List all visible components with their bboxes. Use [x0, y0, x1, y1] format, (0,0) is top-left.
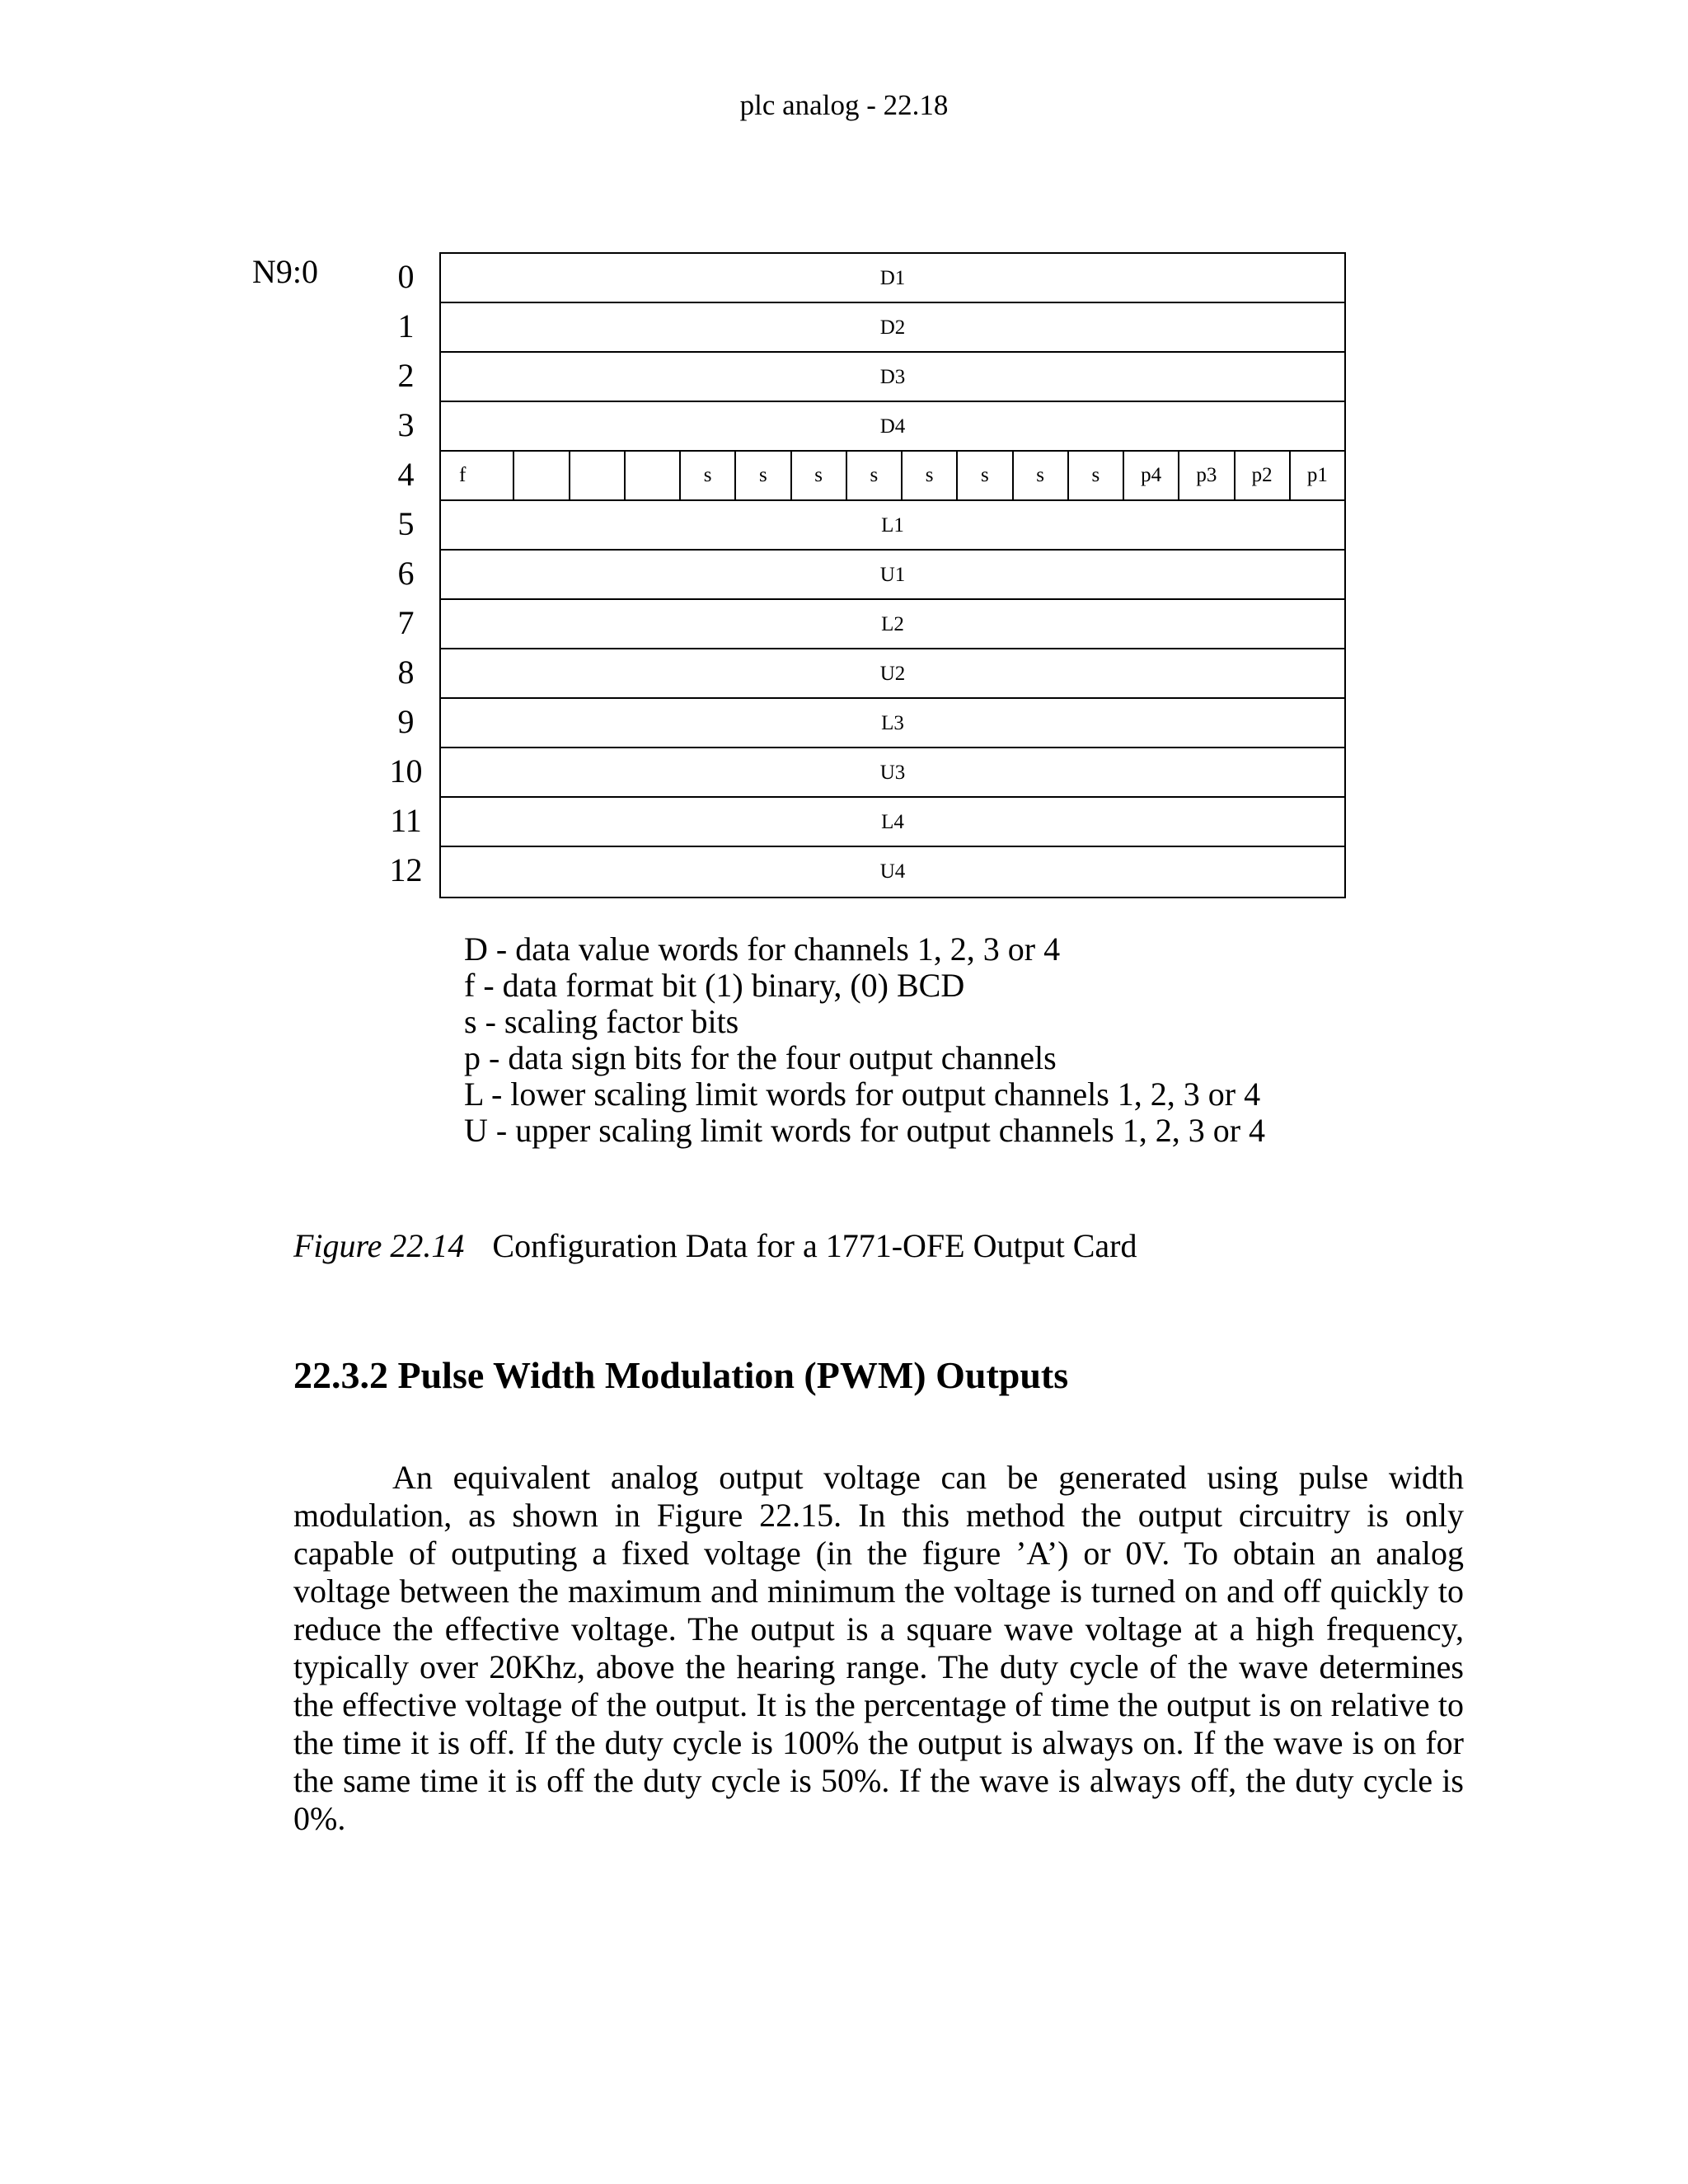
- word-row: D4: [441, 402, 1344, 452]
- word-number: 2: [397, 357, 415, 394]
- word-number: 4: [397, 456, 415, 493]
- figure-caption: [293, 1226, 1137, 1265]
- legend-line: L - lower scaling limit words for output channels 1, 2, 3 or 4: [464, 1076, 1261, 1113]
- word-number-column: [375, 252, 437, 895]
- legend-line: f - data format bit (1) binary, (0) BCD: [464, 967, 965, 1004]
- legend-line: U - upper scaling limit words for output channels 1, 2, 3 or 4: [464, 1112, 1266, 1149]
- body-paragraph: An equivalent analog output voltage can be generated using pulse width modulation, as shown in Figure 22.15. In this method the output circuitry is only capable of outputing a fixed voltage (in the figure ’A’) or 0V. To obtain an analog voltage between the maximum and minimum the voltage is turned on and off quickly to reduce the effective voltage. The output is a square wave voltage at a high frequency, typically over 20Khz, above the hearing range. The duty cycle of the wave determines the effective voltage of the output. It is the percentage of time the output is on relative to the time it is off. If the duty cycle is 100% the output is always on. If the wave is on for the same time it is off the duty cycle is 50%. If the wave is always off, the duty cycle is 0%.: [293, 1459, 1464, 1837]
- word-number: 7: [397, 604, 415, 641]
- configuration-table: [439, 252, 1346, 898]
- bit-cell: p3: [1179, 452, 1235, 499]
- bit-cell: p4: [1124, 452, 1179, 499]
- word-row: U2: [441, 649, 1344, 699]
- bit-cell: s: [681, 452, 736, 499]
- word-row: D3: [441, 353, 1344, 402]
- word-row: L3: [441, 699, 1344, 748]
- word-row: L2: [441, 600, 1344, 649]
- bit-cell: s: [1069, 452, 1124, 499]
- word-row: U3: [441, 748, 1344, 798]
- word-row: L4: [441, 798, 1344, 847]
- word-row: U1: [441, 551, 1344, 600]
- bit-cell: s: [736, 452, 791, 499]
- word-row: U4: [879, 860, 906, 883]
- figure-caption-text: Configuration Data for a 1771-OFE Output Card: [492, 1227, 1137, 1264]
- bit-cell: s: [847, 452, 903, 499]
- bit-cell: f: [441, 452, 514, 499]
- word-row: D2: [441, 303, 1344, 353]
- legend-line: p - data sign bits for the four output channels: [464, 1039, 1057, 1076]
- word-number: 3: [397, 406, 415, 443]
- bit-cell: p1: [1306, 464, 1328, 486]
- bit-cell: s: [903, 452, 958, 499]
- word-number: 8: [397, 654, 415, 691]
- word-number: 12: [389, 851, 423, 888]
- bit-cell: s: [958, 452, 1013, 499]
- legend-line: s - scaling factor bits: [464, 1003, 739, 1040]
- bit-field-row: [441, 452, 1344, 501]
- section-heading: 22.3.2 Pulse Width Modulation (PWM) Outputs: [293, 1354, 1069, 1396]
- bit-cell: s: [792, 452, 847, 499]
- word-number: 5: [397, 505, 415, 542]
- running-header: plc analog - 22.18: [739, 89, 949, 121]
- legend-line: D - data value words for channels 1, 2, 3 or 4: [464, 930, 1061, 968]
- word-number: 9: [397, 703, 415, 740]
- figure-legend: [464, 931, 1265, 1149]
- word-number: 1: [397, 307, 415, 344]
- word-row: D1: [441, 254, 1344, 303]
- bit-cell: [514, 452, 570, 499]
- word-number: 0: [397, 258, 415, 295]
- figure-number: Figure 22.14: [293, 1227, 465, 1264]
- bit-cell: p2: [1236, 452, 1291, 499]
- word-number: 6: [397, 555, 415, 592]
- word-number: 11: [390, 802, 422, 839]
- word-row: L1: [441, 501, 1344, 551]
- bit-cell: [570, 452, 626, 499]
- file-address-label: N9:0: [252, 253, 318, 290]
- bit-cell: [626, 452, 681, 499]
- word-number: 10: [389, 752, 423, 790]
- bit-cell: s: [1014, 452, 1069, 499]
